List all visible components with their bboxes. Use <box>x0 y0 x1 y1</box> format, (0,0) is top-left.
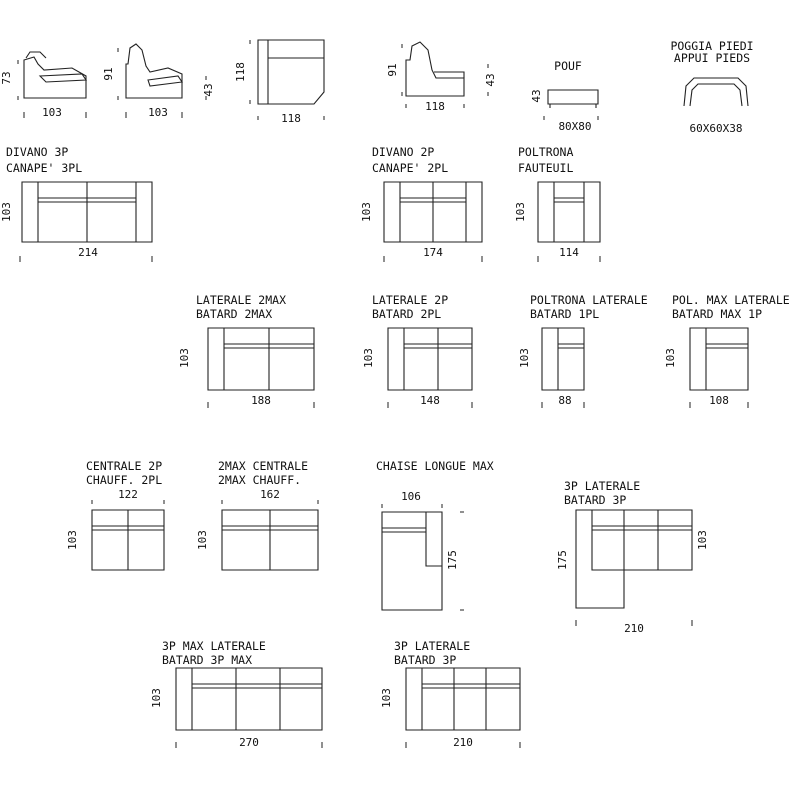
module-chaise-longue-name-1: CHAISE LONGUE MAX <box>376 459 494 473</box>
side-view-1 <box>0 52 86 119</box>
module-poltrona-name-1: POLTRONA <box>518 145 574 159</box>
module-2max-centrale-name-2: 2MAX CHAUFF. <box>218 473 302 487</box>
module-3p-laterale-chaise-depth-2: 175 <box>556 550 569 570</box>
module-3p-laterale-name-1: 3P LATERALE <box>394 639 471 653</box>
side-view-4-width: 118 <box>425 100 445 113</box>
module-divano-3p-depth: 103 <box>0 202 13 222</box>
module-divano-2p-depth: 103 <box>360 202 373 222</box>
module-2max-centrale-width: 162 <box>260 488 280 501</box>
module-3p-laterale-chaise-name-1: 3P LATERALE <box>564 479 641 493</box>
module-pol-max-laterale-name-2: BATARD MAX 1P <box>672 307 763 321</box>
side-view-4-height: 91 <box>386 63 399 77</box>
footrest-size: 60X60X38 <box>689 122 743 135</box>
module-3p-max-laterale-depth: 103 <box>150 688 163 708</box>
footrest-title-1: POGGIA PIEDI <box>670 39 754 53</box>
module-divano-3p-name-2: CANAPE' 3PL <box>6 161 83 175</box>
module-laterale-2max-name-2: BATARD 2MAX <box>196 307 273 321</box>
module-laterale-2p-depth: 103 <box>362 348 375 368</box>
side-view-4-seat-height: 43 <box>484 73 497 87</box>
module-3p-laterale <box>380 639 520 749</box>
module-poltrona-laterale-width: 88 <box>558 394 572 407</box>
module-centrale-2p-name-1: CENTRALE 2P <box>86 459 163 473</box>
module-pol-max-laterale-name-1: POL. MAX LATERALE <box>672 293 790 307</box>
side-view-1-height: 73 <box>0 71 13 85</box>
footrest-title-2: APPUI PIEDS <box>673 51 751 65</box>
module-3p-laterale-width: 210 <box>453 736 473 749</box>
module-3p-laterale-depth: 103 <box>380 688 393 708</box>
module-laterale-2p-name-2: BATARD 2PL <box>372 307 442 321</box>
module-laterale-2max-width: 188 <box>251 394 271 407</box>
side-view-2 <box>102 44 215 119</box>
side-view-2-height: 91 <box>102 67 115 81</box>
module-laterale-2p-width: 148 <box>420 394 440 407</box>
module-divano-3p <box>0 145 152 262</box>
module-3p-laterale-chaise <box>556 479 709 635</box>
module-2max-centrale <box>196 459 318 570</box>
module-2max-centrale-depth: 103 <box>196 530 209 550</box>
module-3p-max-laterale-name-1: 3P MAX LATERALE <box>162 639 266 653</box>
module-laterale-2max-name-1: LATERALE 2MAX <box>196 293 287 307</box>
module-poltrona-laterale <box>518 293 648 408</box>
module-divano-2p-name-1: DIVANO 2P <box>372 145 435 159</box>
corner-depth: 118 <box>234 62 247 82</box>
module-3p-max-laterale-name-2: BATARD 3P MAX <box>162 653 253 667</box>
module-poltrona <box>514 145 600 262</box>
module-divano-3p-name-1: DIVANO 3P <box>6 145 69 159</box>
module-poltrona-laterale-depth: 103 <box>518 348 531 368</box>
pouf-height: 43 <box>530 89 543 103</box>
module-divano-3p-width: 214 <box>78 246 98 259</box>
corner-width: 118 <box>281 112 301 125</box>
module-3p-laterale-chaise-name-2: BATARD 3P <box>564 493 627 507</box>
module-3p-laterale-name-2: BATARD 3P <box>394 653 457 667</box>
pouf <box>530 59 598 133</box>
module-3p-laterale-chaise-depth: 103 <box>696 530 709 550</box>
module-laterale-2max <box>178 293 314 408</box>
module-centrale-2p <box>66 459 164 570</box>
footrest <box>670 39 753 135</box>
module-poltrona-laterale-name-1: POLTRONA LATERALE <box>530 293 648 307</box>
module-pol-max-laterale-width: 108 <box>709 394 729 407</box>
module-chaise-longue <box>376 459 494 610</box>
module-divano-2p <box>360 145 482 262</box>
module-3p-laterale-chaise-width: 210 <box>624 622 644 635</box>
module-divano-2p-width: 174 <box>423 246 443 259</box>
module-poltrona-name-2: FAUTEUIL <box>518 161 574 175</box>
pouf-title: POUF <box>554 59 582 73</box>
module-pol-max-laterale <box>664 293 790 408</box>
module-centrale-2p-name-2: CHAUFF. 2PL <box>86 473 163 487</box>
side-view-2-width: 103 <box>148 106 168 119</box>
side-view-4 <box>386 42 497 113</box>
module-centrale-2p-depth: 103 <box>66 530 79 550</box>
module-poltrona-depth: 103 <box>514 202 527 222</box>
side-view-1-width: 103 <box>42 106 62 119</box>
side-view-2-seat-height: 43 <box>202 83 215 97</box>
module-3p-max-laterale <box>150 639 322 749</box>
module-poltrona-width: 114 <box>559 246 579 259</box>
module-laterale-2p <box>362 293 472 408</box>
module-chaise-longue-width: 106 <box>401 490 421 503</box>
module-chaise-longue-depth: 175 <box>446 550 459 570</box>
module-centrale-2p-width: 122 <box>118 488 138 501</box>
module-2max-centrale-name-1: 2MAX CENTRALE <box>218 459 309 473</box>
module-laterale-2p-name-1: LATERALE 2P <box>372 293 449 307</box>
pouf-size: 80X80 <box>558 120 592 133</box>
module-3p-max-laterale-width: 270 <box>239 736 259 749</box>
module-laterale-2max-depth: 103 <box>178 348 191 368</box>
corner-top-view <box>234 40 324 125</box>
module-divano-2p-name-2: CANAPE' 2PL <box>372 161 449 175</box>
module-pol-max-laterale-depth: 103 <box>664 348 677 368</box>
module-poltrona-laterale-name-2: BATARD 1PL <box>530 307 600 321</box>
